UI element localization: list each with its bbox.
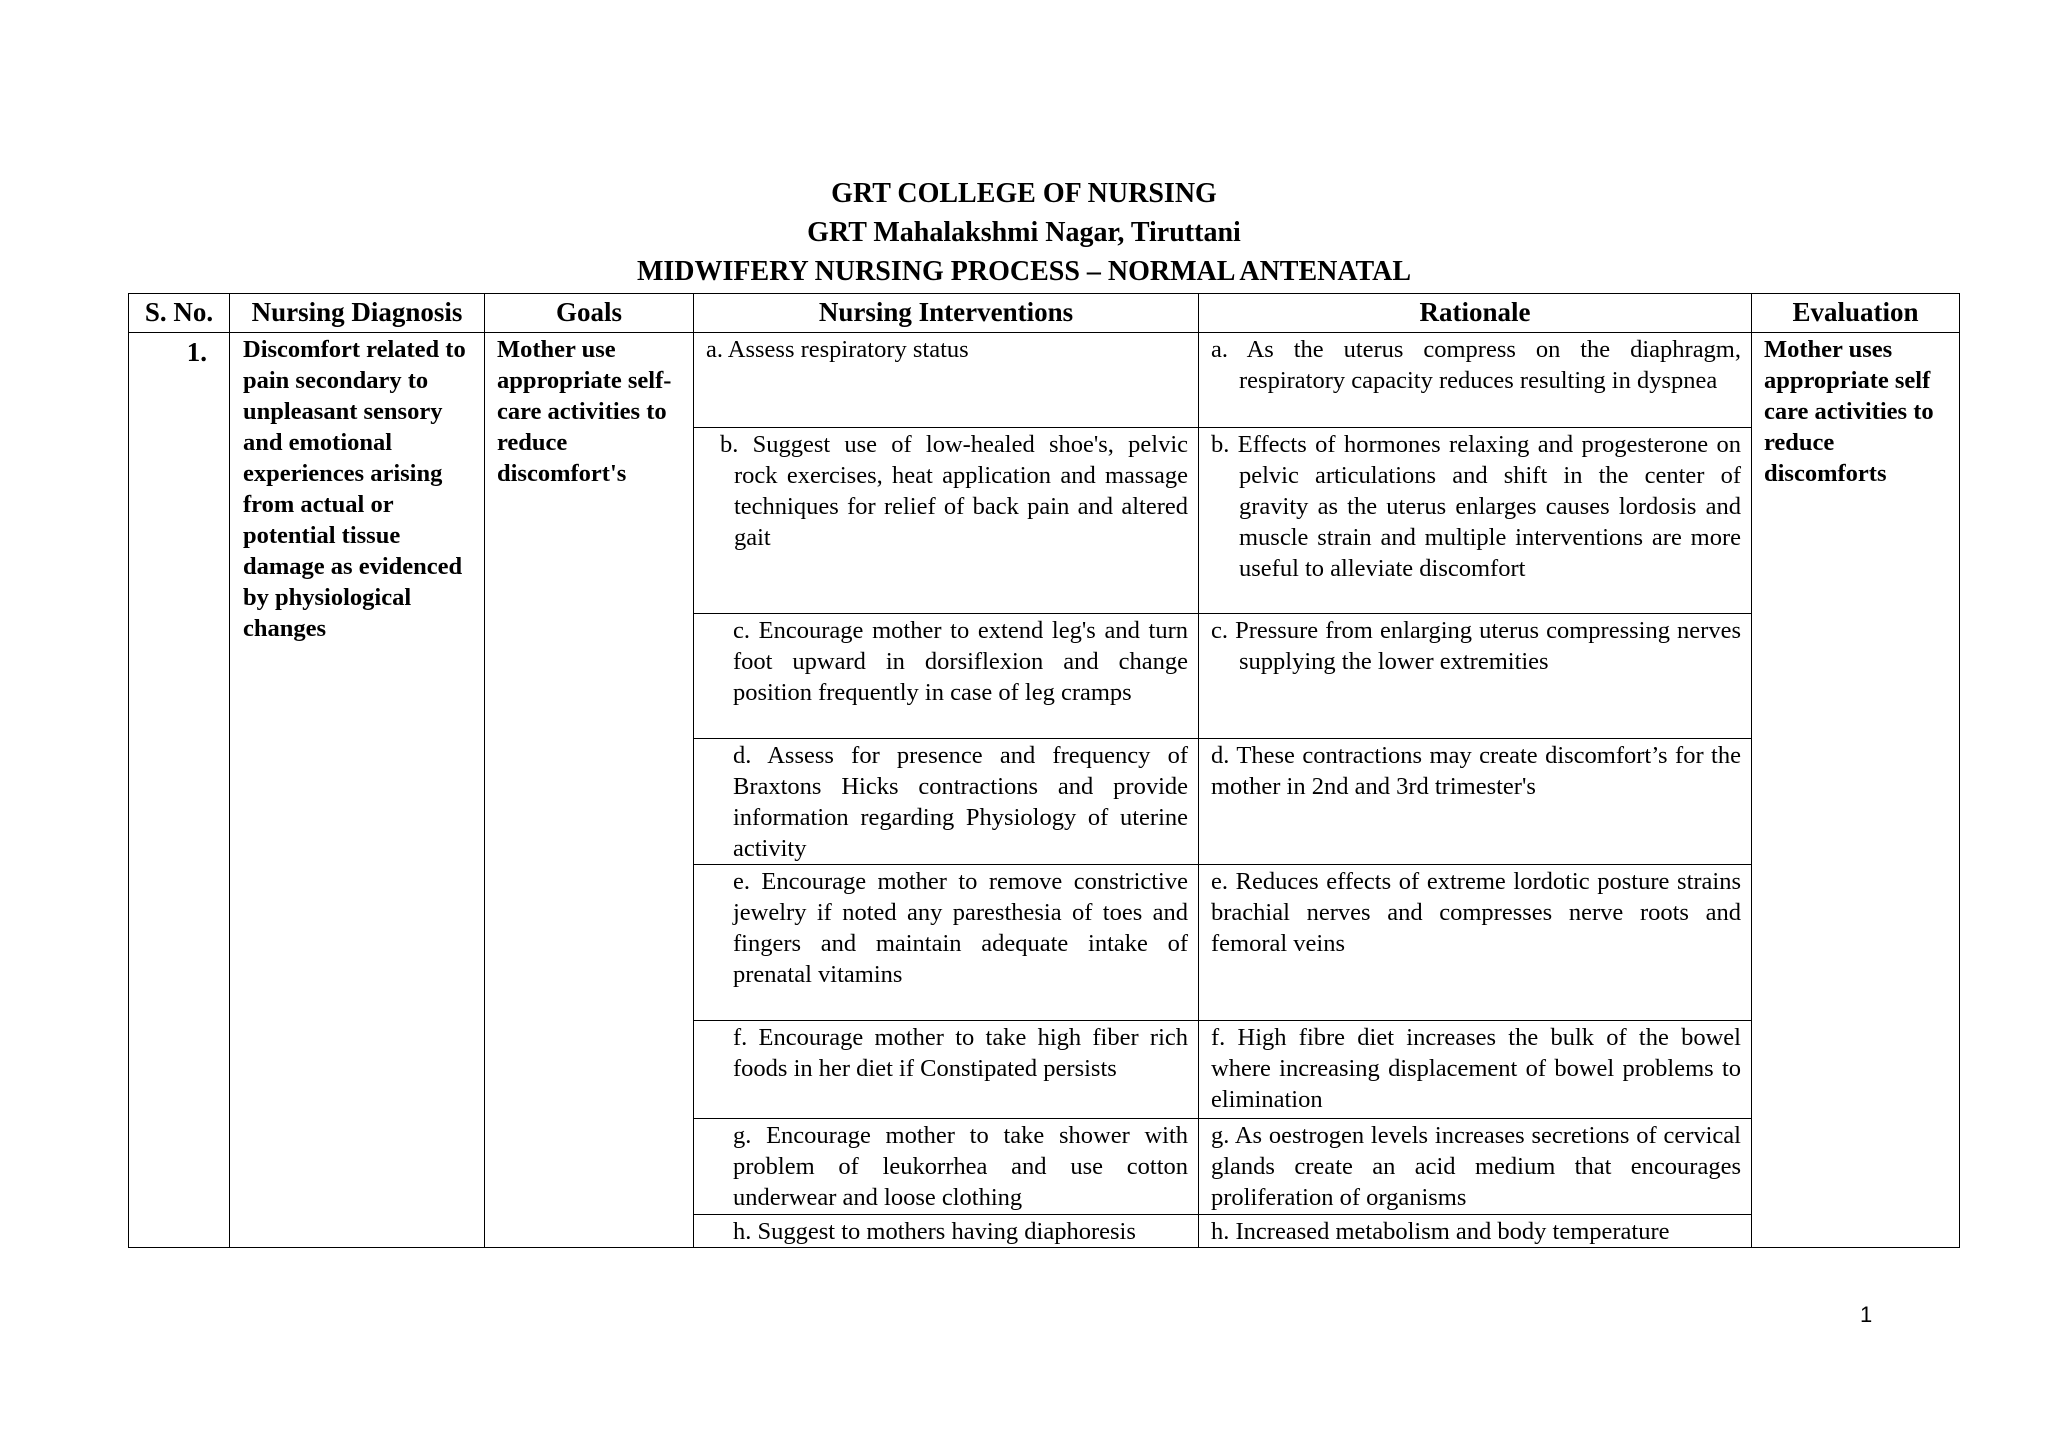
nursing-diagnosis: Discomfort related to pain secondary to unpleasant sensory and emotional experiences arising from actual or potential tissue damage as evidenced by physiological changes [230,333,485,1248]
intervention-h-text: h. Suggest to mothers having diaphoresis [733,1218,1136,1245]
rationale-b-text: b. Effects of hormones relaxing and progesterone on pelvic articulations and shift in the center of gravity as the uterus enlarges causes lordosis and muscle strain and multiple interventions are more useful to alleviate discomfort [1211,431,1741,582]
table-header-row [129,294,1960,333]
intervention-e [694,865,1199,1021]
rationale-c [1199,614,1752,739]
intervention-e-text: e. Encourage mother to remove constrictive jewelry if noted any paresthesia of toes and fingers and maintain adequate intake of prenatal vitamins [733,868,1188,988]
rationale-h-text: h. Increased metabolism and body temperature [1211,1218,1670,1245]
intervention-c [694,614,1199,739]
rationale-a-text: a. As the uterus compress on the diaphragm, respiratory capacity reduces resulting in dyspnea [1211,336,1741,394]
college-name: GRT COLLEGE OF NURSING [831,178,1217,209]
intervention-g-text: g. Encourage mother to take shower with problem of leukorrhea and use cotton underwear and loose clothing [733,1122,1188,1211]
intervention-b-text: b. Suggest use of low-healed shoe's, pelvic rock exercises, heat application and massage techniques for relief of back pain and altered gait [720,431,1188,551]
evaluation: Mother uses appropriate self care activities to reduce discomforts [1752,333,1960,1248]
intervention-c-text: c. Encourage mother to extend leg's and turn foot upward in dorsiflexion and change position frequently in case of leg cramps [733,617,1188,706]
intervention-d [694,739,1199,865]
rationale-e-text: e. Reduces effects of extreme lordotic posture strains brachial nerves and compresses nerve roots and femoral veins [1211,868,1741,957]
intervention-h [694,1215,1199,1248]
table-row [129,333,1960,428]
rationale-f [1199,1021,1752,1119]
rationale-d [1199,739,1752,865]
rationale-a [1199,333,1752,428]
intervention-f-text: f. Encourage mother to take high fiber rich foods in her diet if Constipated persists [733,1024,1188,1082]
intervention-a [694,333,1199,428]
column-header-sno: S. No. [129,294,230,333]
column-header-interventions: Nursing Interventions [694,294,1199,333]
intervention-g [694,1119,1199,1215]
column-header-goals: Goals [485,294,694,333]
serial-number: 1. [129,333,230,1248]
rationale-e [1199,865,1752,1021]
rationale-b [1199,428,1752,614]
rationale-c-text: c. Pressure from enlarging uterus compressing nerves supplying the lower extremities [1211,617,1741,675]
page-number: 1 [1860,1302,1873,1327]
rationale-d-text: d. These contractions may create discomfort’s for the mother in 2nd and 3rd trimester's [1211,742,1741,800]
intervention-f [694,1021,1199,1119]
intervention-a-text: a. Assess respiratory status [706,336,969,363]
column-header-rationale: Rationale [1199,294,1752,333]
intervention-d-text: d. Assess for presence and frequency of Braxtons Hicks contractions and provide information regarding Physiology of uterine activity [733,742,1188,862]
goal: Mother use appropriate self-care activities to reduce discomfort's [485,333,694,1248]
column-header-diagnosis: Nursing Diagnosis [230,294,485,333]
intervention-b [694,428,1199,614]
rationale-f-text: f. High fibre diet increases the bulk of the bowel where increasing displacement of bowel problems to elimination [1211,1024,1741,1113]
column-header-evaluation: Evaluation [1752,294,1960,333]
college-address: GRT Mahalakshmi Nagar, Tiruttani [807,217,1241,248]
rationale-g [1199,1119,1752,1215]
nursing-process-table [128,293,1960,1248]
rationale-h [1199,1215,1752,1248]
document-title: MIDWIFERY NURSING PROCESS – NORMAL ANTENATAL [636,256,1412,287]
rationale-g-text: g. As oestrogen levels increases secretions of cervical glands create an acid medium that encourages proliferation of organisms [1211,1122,1741,1211]
